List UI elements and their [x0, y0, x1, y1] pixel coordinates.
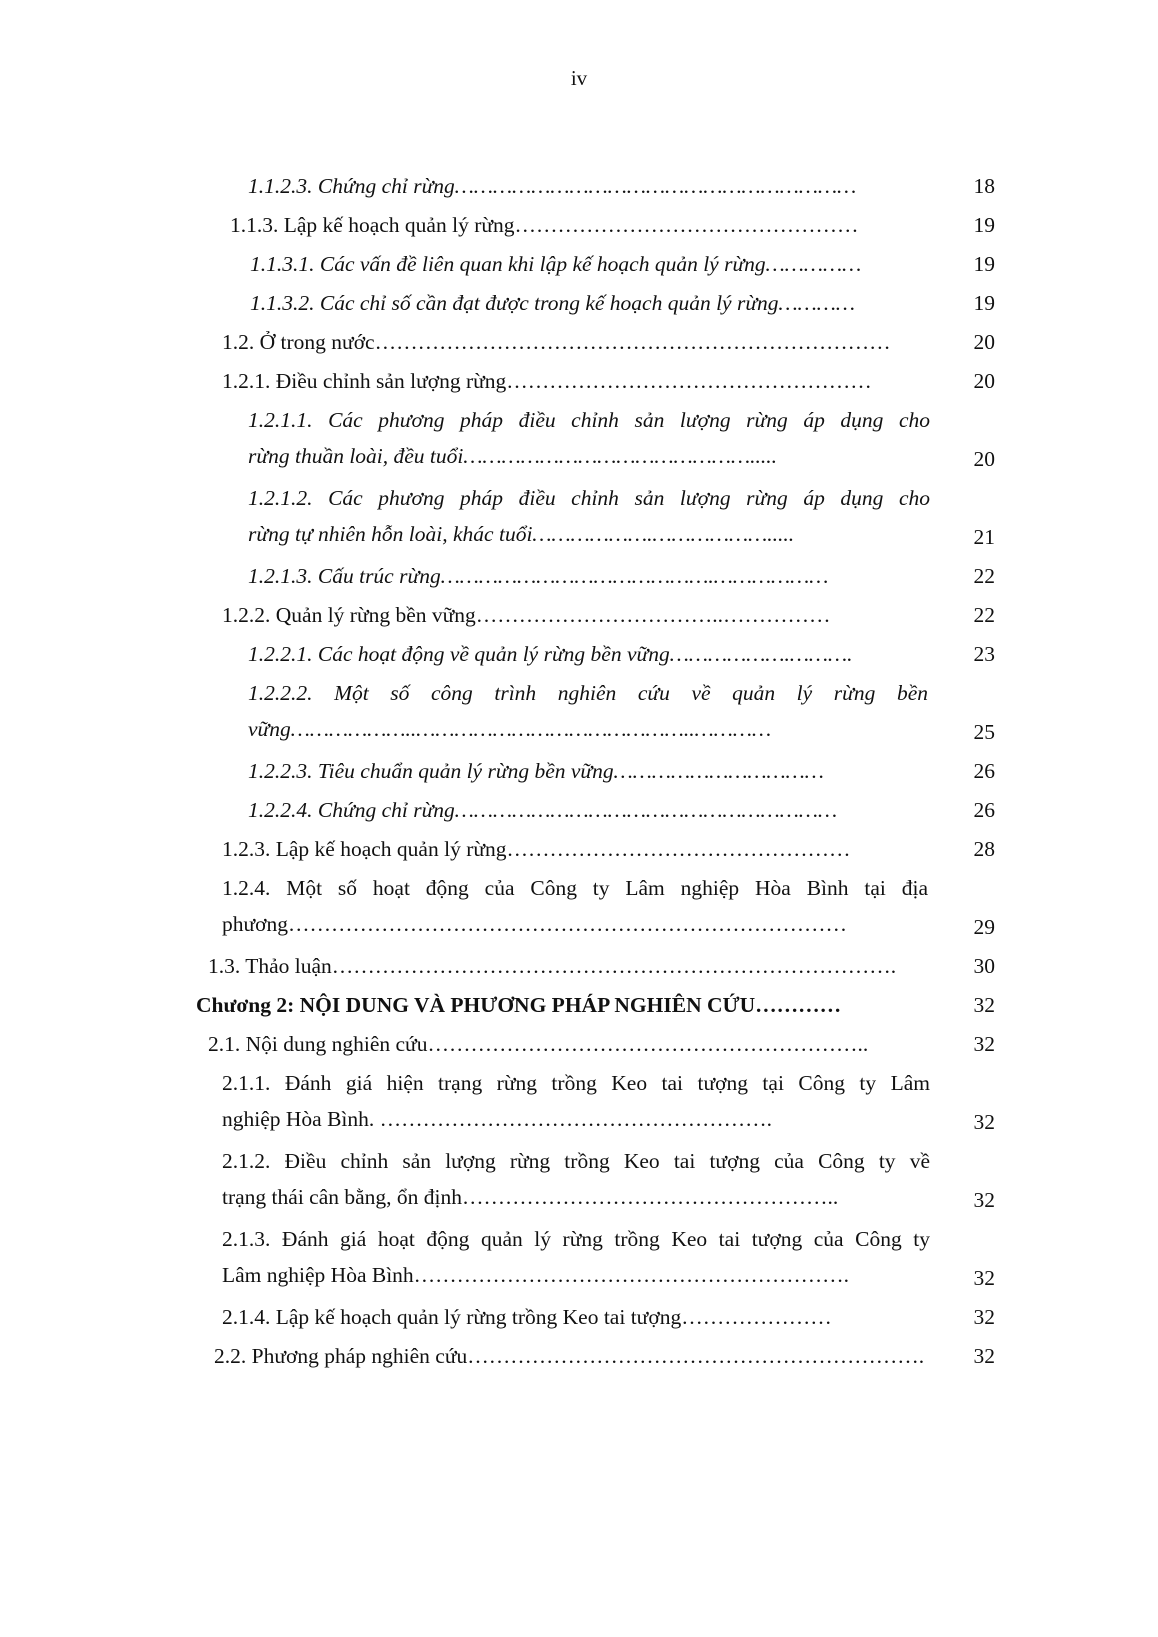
toc-entry-text: 1.1.3.1. Các vấn đề liên quan khi lập kế hoạch quản lý rừng…………… — [250, 252, 862, 276]
toc-entry-text: 2.1.4. Lập kế hoạch quản lý rừng trồng Keo tai tượng………………… — [222, 1305, 832, 1329]
toc-entry-text-line1: 1.2.4. Một số hoạt động của Công ty Lâm nghiệp Hòa Bình tại địa — [222, 876, 928, 900]
toc-entry-text: 1.2.1. Điều chỉnh sản lượng rừng…………………………………………… — [222, 369, 872, 393]
toc-entry-page: 19 — [973, 213, 995, 237]
toc-entry-text: 1.1.3.2. Các chỉ số cần đạt được trong kế hoạch quản lý rừng………… — [250, 291, 856, 315]
toc-entry-text: 1.3. Thảo luận……………………………………………………………………. — [208, 954, 897, 978]
toc-entry-text-line2: rừng tự nhiên hỗn loài, khác tuổi……………….………………..... — [248, 522, 795, 546]
toc-entry-text: 1.2.2. Quản lý rừng bền vững……………………………..…………… — [222, 603, 831, 627]
toc-entry-page: 25 — [973, 720, 995, 744]
toc-entry-text-line1: 2.1.2. Điều chỉnh sản lượng rừng trồng Keo tai tượng của Công ty về — [222, 1149, 930, 1173]
toc-entry-page: 20 — [973, 369, 995, 393]
toc-entry-page: 22 — [973, 603, 995, 627]
toc-entry-text-line2: rừng thuần loài, đều tuổi………………………………………..... — [248, 444, 778, 468]
toc-entry-text-line1: 2.1.3. Đánh giá hoạt động quản lý rừng trồng Keo tai tượng của Công ty — [222, 1227, 930, 1251]
toc-entry-text-line2: vững………………..……………………………………..………… — [248, 717, 772, 741]
toc-entry-text-line1: 1.2.1.1. Các phương pháp điều chỉnh sản lượng rừng áp dụng cho — [248, 408, 930, 432]
toc-entry-page: 20 — [973, 330, 995, 354]
toc-entry-page: 21 — [973, 525, 995, 549]
toc-entry-page: 19 — [973, 252, 995, 276]
toc-entry-page: 28 — [973, 837, 995, 861]
toc-entry-text: 1.2.2.1. Các hoạt động về quản lý rừng bền vững……………….………. — [248, 642, 853, 666]
toc-entry-text: 1.2.1.3. Cấu trúc rừng…………………………………….……………… — [248, 564, 829, 588]
toc-entry-page: 22 — [973, 564, 995, 588]
toc-entry-text-line2: trạng thái cân bằng, ổn định…………………………………………….. — [222, 1185, 839, 1209]
toc-entry-text: 1.2.2.3. Tiêu chuẩn quản lý rừng bền vững…………………………… — [248, 759, 824, 783]
toc-entry-page: 32 — [973, 1305, 995, 1329]
toc-entry-page: 18 — [973, 174, 995, 198]
toc-entry-text: 1.2. Ở trong nước……………………………………………………………… — [222, 330, 891, 354]
toc-entry-text-line1: 1.2.2.2. Một số công trình nghiên cứu về quản lý rừng bền — [248, 681, 928, 705]
toc-entry-page: 20 — [973, 447, 995, 471]
toc-entry-page: 19 — [973, 291, 995, 315]
toc-entry-text-line1: 2.1.1. Đánh giá hiện trạng rừng trồng Keo tai tượng tại Công ty Lâm — [222, 1071, 930, 1095]
toc-entry-text: 1.1.2.3. Chứng chỉ rừng……………………………………………………… — [248, 174, 857, 198]
toc-entry-text: 2.1. Nội dung nghiên cứu…………………………………………………….. — [208, 1032, 869, 1056]
toc-entry-text-line1: 1.2.1.2. Các phương pháp điều chỉnh sản lượng rừng áp dụng cho — [248, 486, 930, 510]
toc-entry-page: 32 — [973, 1188, 995, 1212]
toc-entry-text-line2: phương…………………………………………………………………… — [222, 912, 848, 936]
toc-entry-text-line2: Lâm nghiệp Hòa Bình……………………………………………………. — [222, 1263, 850, 1287]
toc-entry-page: 23 — [973, 642, 995, 666]
toc-entry-text: 2.2. Phương pháp nghiên cứu………………………………………………………. — [214, 1344, 925, 1368]
toc-entry-page: 26 — [973, 759, 995, 783]
toc-entry-text-line2: nghiệp Hòa Bình. ………………………………………………. — [222, 1107, 773, 1131]
toc-chapter-text: Chương 2: NỘI DUNG VÀ PHƯƠNG PHÁP NGHIÊN CỨU………… — [196, 993, 842, 1017]
toc-entry-page: 32 — [973, 1110, 995, 1134]
toc-entry-page: 26 — [973, 798, 995, 822]
toc-entry-page: 30 — [973, 954, 995, 978]
toc-entry-page: 32 — [973, 1266, 995, 1290]
toc-entry-text: 1.2.2.4. Chứng chỉ rừng…………………………………………………… — [248, 798, 838, 822]
toc-entry-text: 1.2.3. Lập kế hoạch quản lý rừng………………………………………… — [222, 837, 851, 861]
toc-entry-text: 1.1.3. Lập kế hoạch quản lý rừng………………………………………… — [230, 213, 859, 237]
toc-entry-page: 32 — [973, 1344, 995, 1368]
toc-entry-page: 32 — [973, 1032, 995, 1056]
page-number: iv — [570, 66, 588, 90]
toc-entry-page: 29 — [973, 915, 995, 939]
toc-entry-page: 32 — [973, 993, 995, 1017]
